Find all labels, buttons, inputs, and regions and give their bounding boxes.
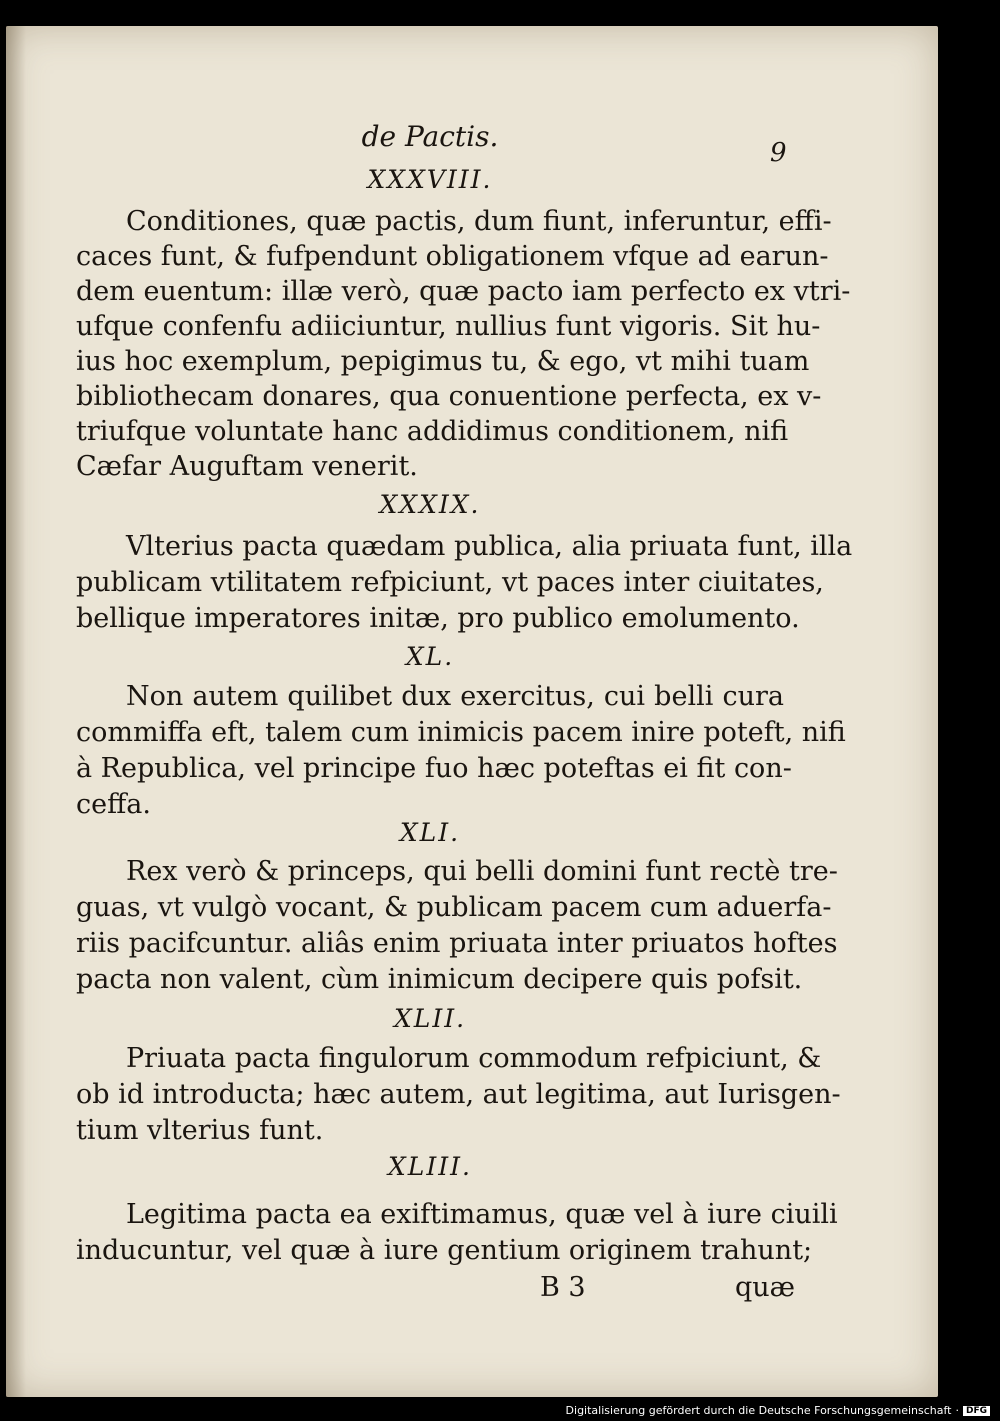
text-line: publicam vtilitatem refpiciunt, vt paces inter ciuitates, (76, 567, 824, 598)
text-line: Non autem quilibet dux exercitus, cui belli cura (126, 681, 784, 712)
text-line: riis pacifcuntur. aliâs enim priuata inter priuatos hoftes (76, 928, 838, 959)
section-heading: XLI. (399, 818, 461, 847)
text-line: ufque confenfu adiiciuntur, nullius funt vigoris. Sit hu- (76, 311, 821, 342)
text-line: triufque voluntate hanc addidimus conditionem, nifi (76, 416, 789, 447)
running-head: de Pactis. (361, 120, 499, 153)
text-line: bellique imperatores initæ, pro publico emolumento. (76, 603, 800, 634)
text-line: ius hoc exemplum, pepigimus tu, & ego, vt mihi tuam (76, 346, 810, 377)
text-line: pacta non valent, cùm inimicum decipere quis pofsit. (76, 964, 803, 995)
dfg-logo: DFG (963, 1406, 990, 1416)
section-heading: XLIII. (388, 1152, 472, 1181)
text-line: guas, vt vulgò vocant, & publicam pacem cum aduerfa- (76, 892, 832, 923)
text-line: Priuata pacta fingulorum commodum refpiciunt, & (126, 1043, 822, 1074)
text-line: Vlterius pacta quædam publica, alia priuata funt, illa (126, 531, 853, 562)
section-heading: XL. (405, 642, 455, 671)
text-line: Rex verò & princeps, qui belli domini funt rectè tre- (126, 856, 838, 887)
text-line: ceffa. (76, 789, 151, 820)
digitization-footer: Digitalisierung gefördert durch die Deutsche Forschungsgemeinschaft · DFG (566, 1404, 990, 1417)
text-line: ob id introducta; hæc autem, aut legitima, aut Iurisgen- (76, 1079, 841, 1110)
text-line: Cæfar Auguftam venerit. (76, 451, 418, 482)
text-line: commiffa eft, talem cum inimicis pacem inire poteft, nifi (76, 717, 846, 748)
footer-text: Digitalisierung gefördert durch die Deutsche Forschungsgemeinschaft (565, 1404, 952, 1417)
text-line: Conditiones, quæ pactis, dum fiunt, inferuntur, effi- (126, 206, 832, 237)
page-gutter-shadow (6, 26, 26, 1397)
text-line: à Republica, vel principe fuo hæc poteftas ei fit con- (76, 753, 792, 784)
text-line: Legitima pacta ea exiftimamus, quæ vel à iure ciuili (126, 1199, 838, 1230)
signature-mark: B 3 (540, 1272, 586, 1303)
text-line: caces funt, & fufpendunt obligationem vfque ad earun- (76, 241, 829, 272)
text-line: bibliothecam donares, qua conuentione perfecta, ex v- (76, 381, 822, 412)
text-line: inducuntur, vel quæ à iure gentium originem trahunt; (76, 1235, 813, 1266)
section-heading: XXXVIII. (367, 165, 493, 194)
text-line: tium vlterius funt. (76, 1115, 324, 1146)
section-heading: XXXIX. (379, 490, 481, 519)
section-heading: XLII. (393, 1004, 467, 1033)
catchword: quæ (735, 1272, 796, 1303)
text-line: dem euentum: illæ verò, quæ pacto iam perfecto ex vtri- (76, 276, 851, 307)
page-number: 9 (770, 138, 787, 168)
